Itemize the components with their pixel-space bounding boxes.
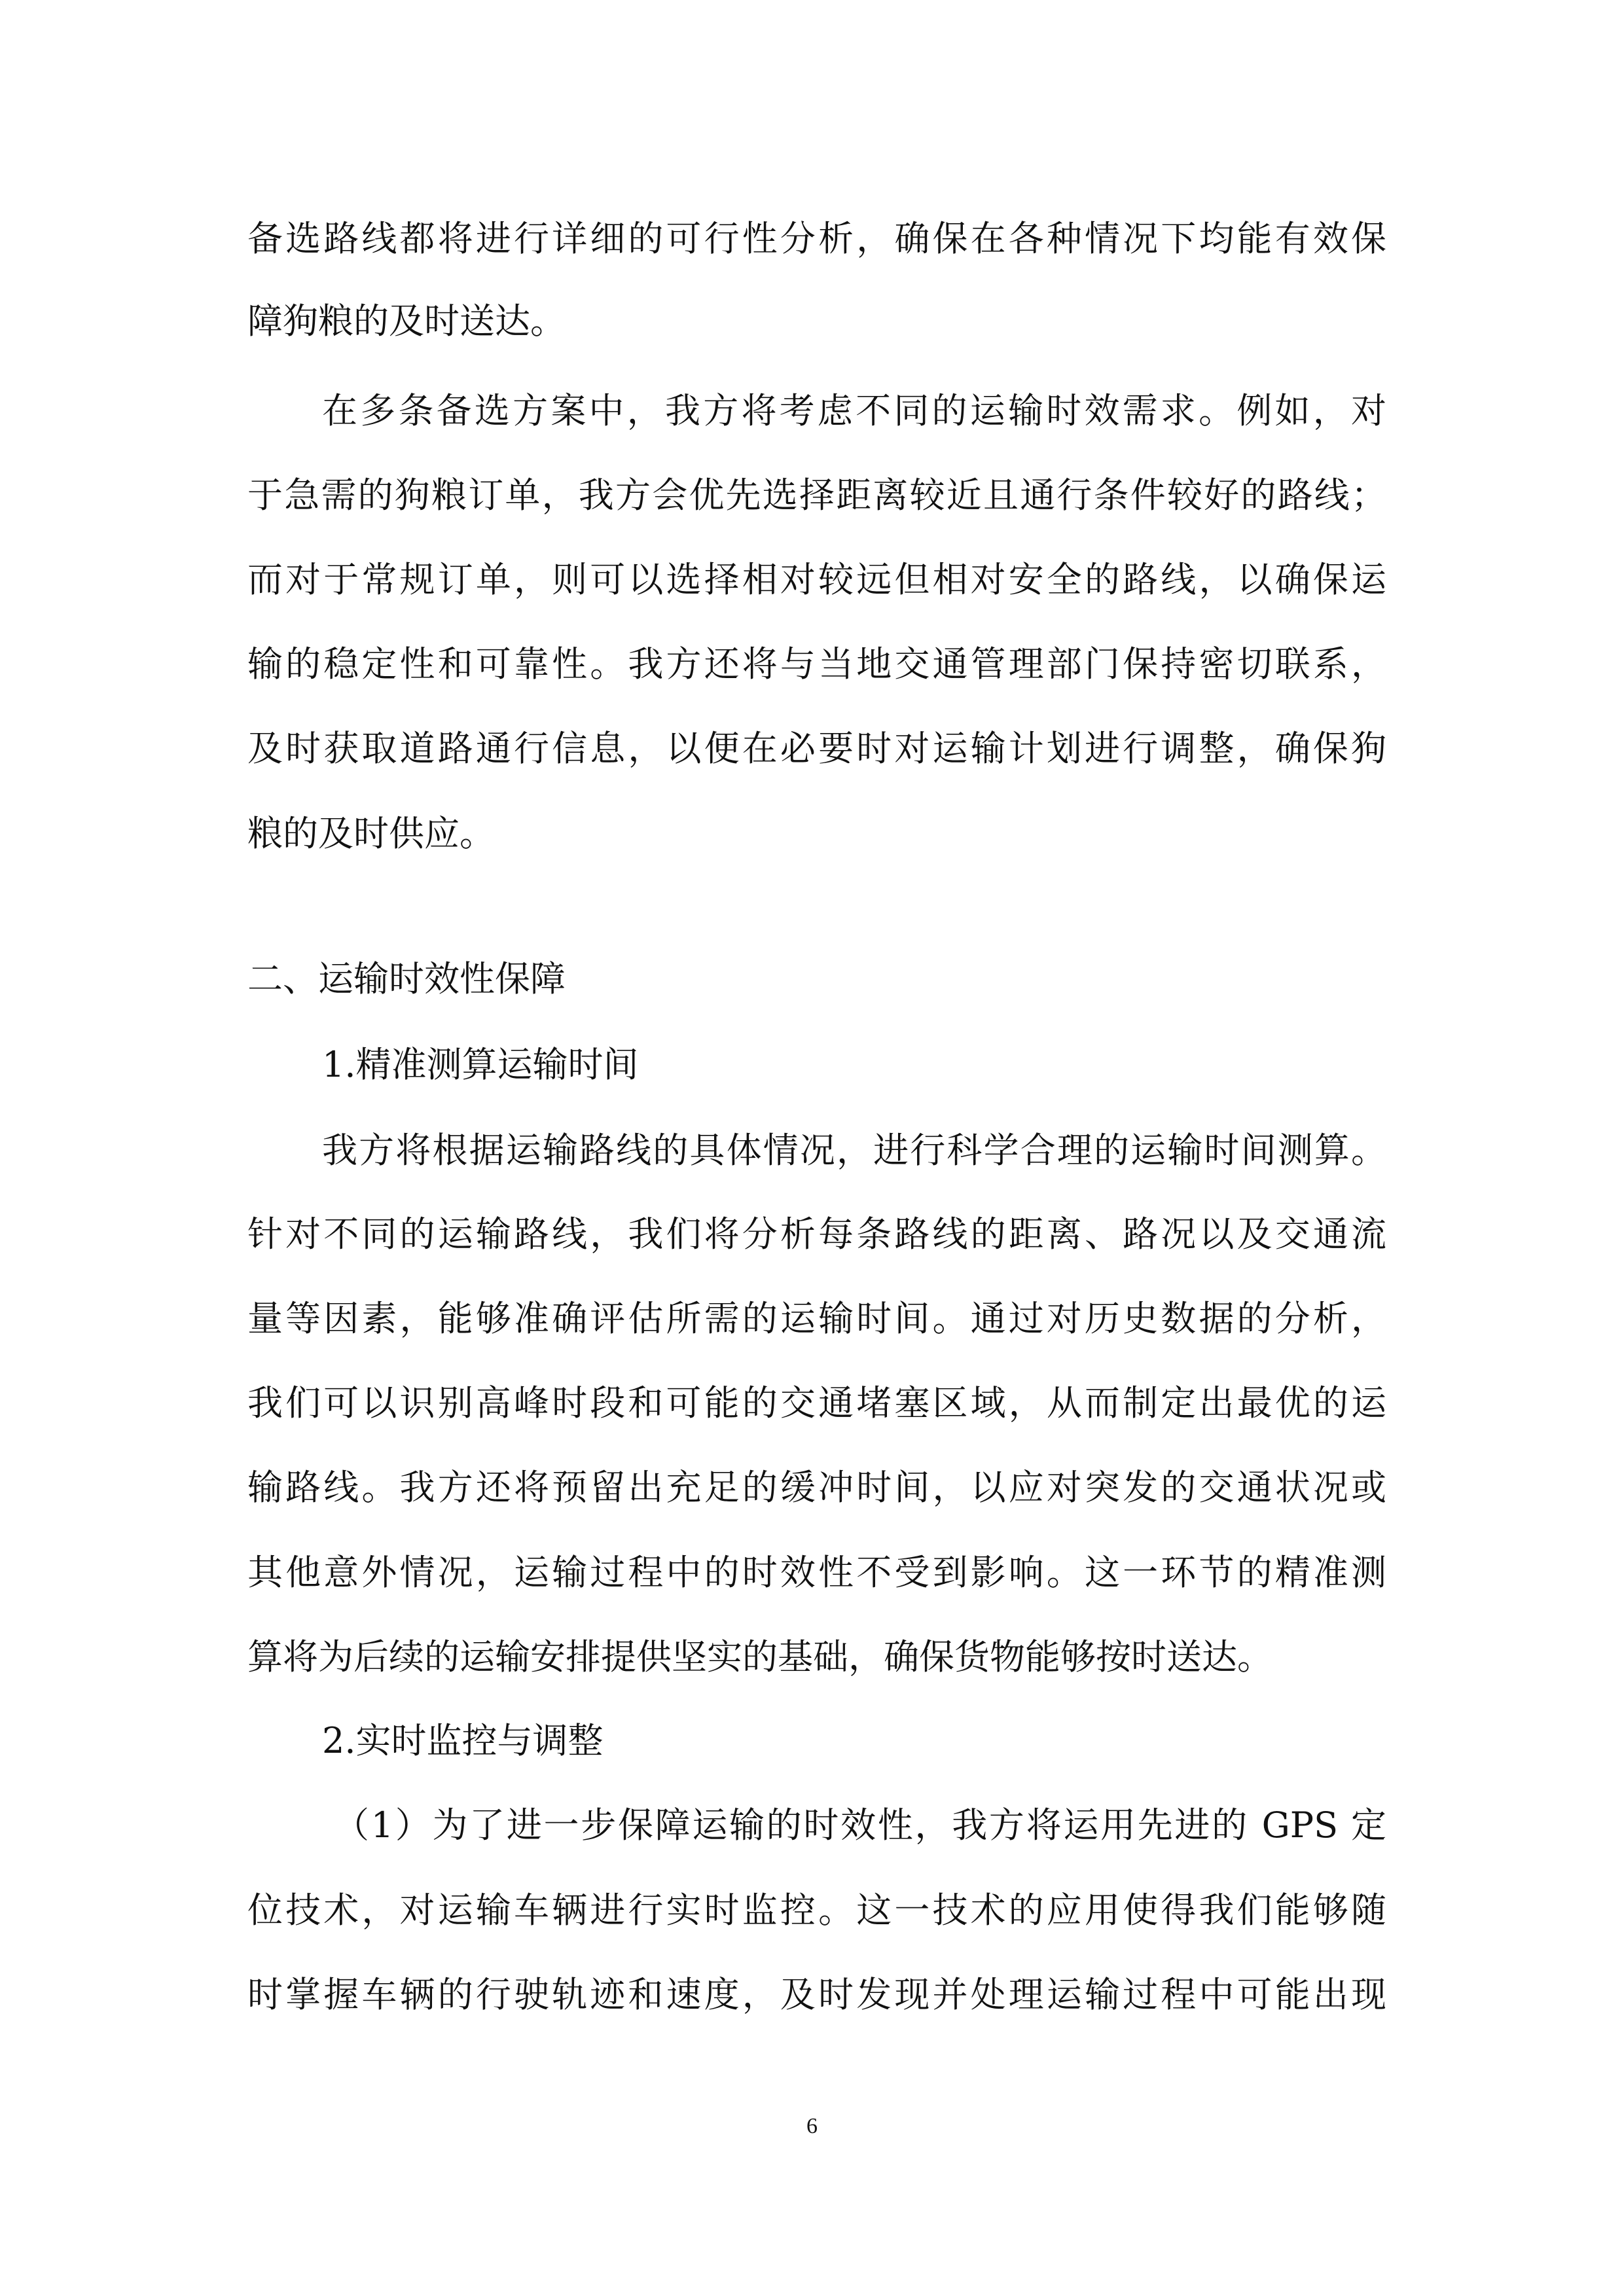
- body-line: 位技术，对运输车辆进行实时监控。这一技术的应用使得我们能够随: [247, 1890, 1386, 1931]
- body-line: 算将为后续的运输安排提供坚实的基础，确保货物能够按时送达。: [247, 1636, 1272, 1677]
- page-number: 6: [806, 2114, 818, 2138]
- body-line: 我方将根据运输路线的具体情况，进行科学合理的运输时间测算。: [322, 1130, 1386, 1171]
- subsection-title: 2.实时监控与调整: [322, 1720, 604, 1761]
- body-line: 障狗粮的及时送达。: [247, 300, 566, 342]
- body-line: 于急需的狗粮订单，我方会优先选择距离较近且通行条件较好的路线；: [247, 475, 1386, 516]
- body-line: 针对不同的运输路线，我们将分析每条路线的距离、路况以及交通流: [247, 1213, 1386, 1255]
- body-line: 输路线。我方还将预留出充足的缓冲时间，以应对突发的交通状况或: [247, 1467, 1386, 1508]
- body-line: 备选路线都将进行详细的可行性分析，确保在各种情况下均能有效保: [247, 218, 1386, 259]
- subsection-title: 1.精准测算运输时间: [322, 1044, 639, 1085]
- body-line: 时掌握车辆的行驶轨迹和速度，及时发现并处理运输过程中可能出现: [247, 1974, 1386, 2015]
- body-line: 在多条备选方案中，我方将考虑不同的运输时效需求。例如，对: [322, 390, 1386, 431]
- body-line: 其他意外情况，运输过程中的时效性不受到影响。这一环节的精准测: [247, 1552, 1386, 1593]
- body-line: 输的稳定性和可靠性。我方还将与当地交通管理部门保持密切联系，: [247, 643, 1386, 685]
- body-line: （1）为了进一步保障运输的时效性，我方将运用先进的 GPS 定: [334, 1804, 1386, 1846]
- body-line: 粮的及时供应。: [247, 813, 495, 854]
- body-line: 而对于常规订单，则可以选择相对较远但相对安全的路线，以确保运: [247, 559, 1386, 600]
- section-heading: 二、运输时效性保障: [247, 958, 566, 999]
- body-line: 我们可以识别高峰时段和可能的交通堵塞区域，从而制定出最优的运: [247, 1382, 1386, 1424]
- body-line: 及时获取道路通行信息，以便在必要时对运输计划进行调整，确保狗: [247, 728, 1386, 769]
- body-line: 量等因素，能够准确评估所需的运输时间。通过对历史数据的分析，: [247, 1298, 1386, 1339]
